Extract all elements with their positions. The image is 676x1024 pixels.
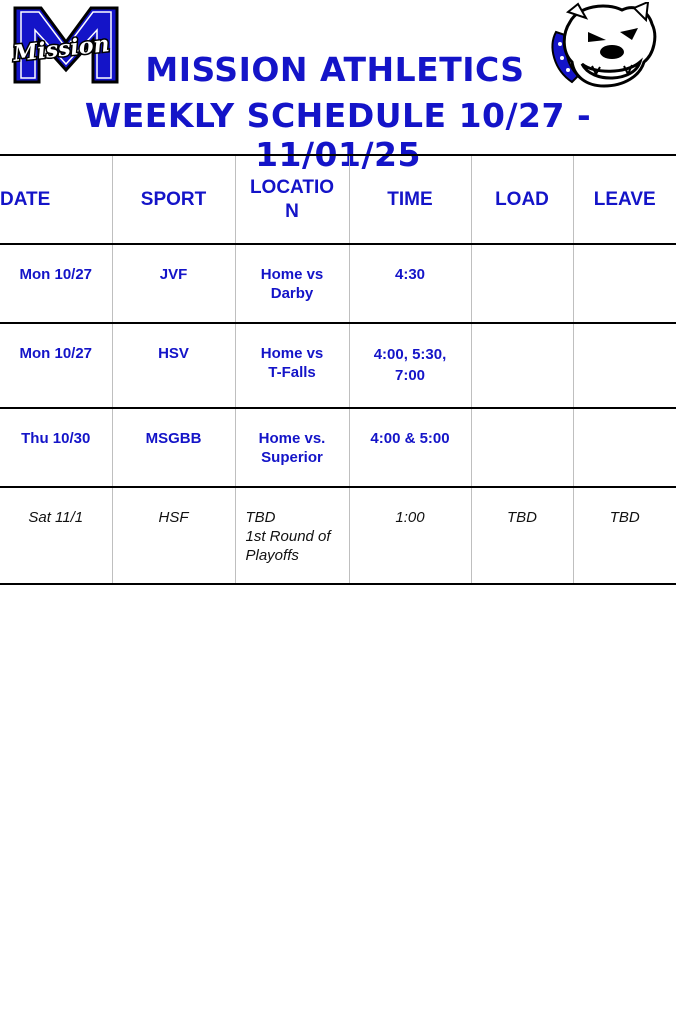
- column-header-leave: LEAVE: [573, 155, 676, 244]
- page-subtitle: WEEKLY SCHEDULE 10/27 - 11/01/25: [84, 96, 592, 174]
- cell-leave: [573, 408, 676, 487]
- schedule-table: [0, 154, 676, 585]
- location-line: Home vs.: [258, 430, 326, 447]
- table-row: [0, 487, 676, 584]
- cell-sport: MSGBB: [112, 408, 235, 487]
- cell-date: Mon 10/27: [0, 244, 112, 323]
- location-line: 1st Round of: [245, 528, 331, 545]
- cell-leave: TBD: [573, 487, 676, 584]
- cell-time: [349, 323, 471, 408]
- cell-location: [235, 244, 349, 323]
- page-title: MISSION ATHLETICS: [145, 50, 525, 89]
- location-line: T-Falls: [268, 364, 316, 381]
- location-line: Superior: [261, 449, 323, 466]
- cell-load: [471, 323, 573, 408]
- cell-sport: HSF: [112, 487, 235, 584]
- cell-time: 4:00 & 5:00: [349, 408, 471, 487]
- cell-location: [235, 323, 349, 408]
- column-header-time: TIME: [349, 155, 471, 244]
- cell-location: [235, 408, 349, 487]
- cell-sport: HSV: [112, 323, 235, 408]
- cell-load: [471, 408, 573, 487]
- table-row: [0, 323, 676, 408]
- column-header-load: LOAD: [471, 155, 573, 244]
- location-line: Playoffs: [245, 547, 299, 564]
- cell-load: TBD: [471, 487, 573, 584]
- table-row: [0, 408, 676, 487]
- time-line: 4:00, 5:30,: [373, 346, 447, 363]
- location-line: TBD: [245, 509, 276, 526]
- location-line: Home vs: [260, 345, 324, 362]
- cell-date: Mon 10/27: [0, 323, 112, 408]
- cell-time: 1:00: [349, 487, 471, 584]
- column-header-sport: SPORT: [112, 155, 235, 244]
- cell-date: Sat 11/1: [0, 487, 112, 584]
- time-line: 7:00: [394, 367, 426, 384]
- cell-leave: [573, 244, 676, 323]
- cell-sport: JVF: [112, 244, 235, 323]
- cell-load: [471, 244, 573, 323]
- cell-time: 4:30: [349, 244, 471, 323]
- table-row: [0, 244, 676, 323]
- cell-leave: [573, 323, 676, 408]
- table-header-row: [0, 155, 676, 244]
- cell-location: [235, 487, 349, 584]
- location-line: Darby: [270, 285, 314, 302]
- location-line: Home vs: [260, 266, 324, 283]
- column-header-date: DATE: [0, 155, 112, 244]
- cell-date: Thu 10/30: [0, 408, 112, 487]
- mission-script-text: Mission: [11, 31, 111, 68]
- column-header-location: LOCATIO N: [235, 155, 349, 244]
